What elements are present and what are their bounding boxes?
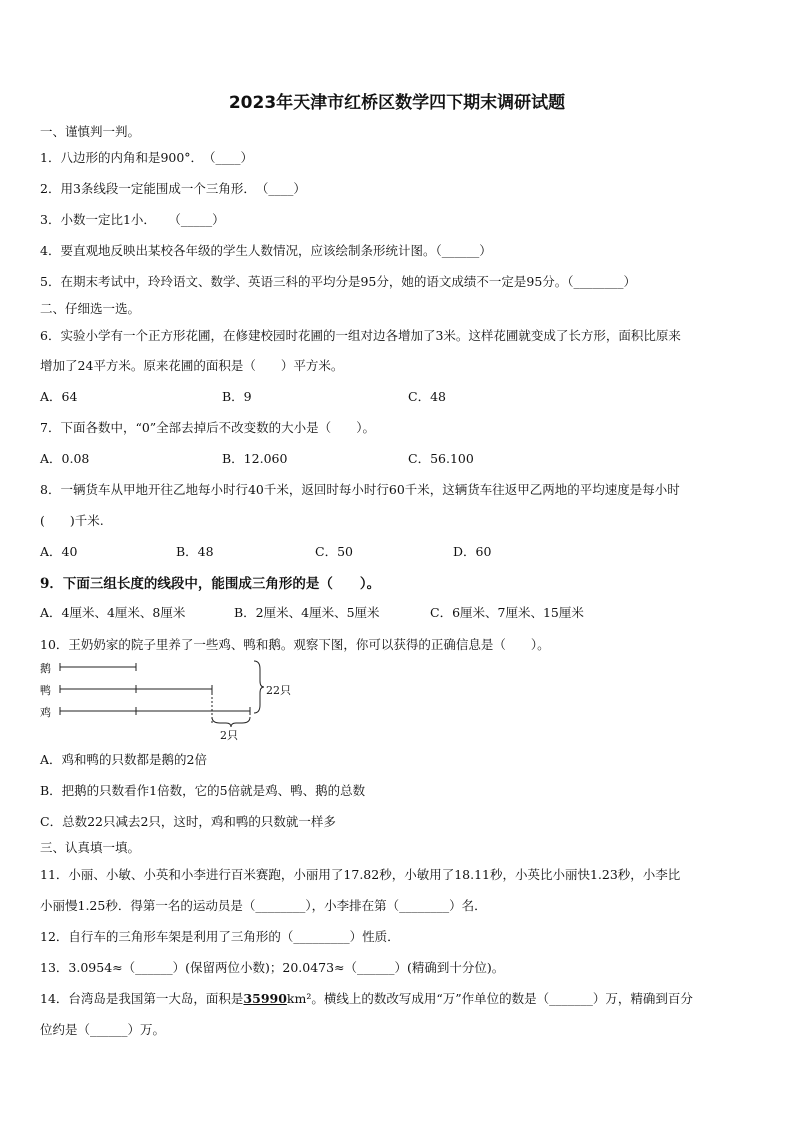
- q10-option-b: B．把鹅的只数看作1倍数，它的5倍就是鸡、鸭、鹅的总数: [40, 783, 366, 798]
- q8-option-d: D．60: [453, 544, 492, 559]
- label-total: 22只: [266, 684, 291, 697]
- question-13: 13．3.0954≈（______）(保留两位小数)；20.0473≈（______）(精确到十分位)。: [40, 960, 505, 975]
- question-6-line-1: 6．实验小学有一个正方形花圃，在修建校园时花圃的一组对边各增加了3米。这样花圃就变成了长方形，面积比原来: [40, 328, 681, 343]
- q10-option-c: C．总数22只减去2只，这时，鸡和鸭的只数就一样多: [40, 814, 336, 829]
- question-8-line-2: ( )千米.: [40, 513, 104, 528]
- section-heading-1: 一、谨慎判一判。: [40, 124, 141, 139]
- question-2: 2．用3条线段一定能围成一个三角形． （____）: [40, 181, 306, 196]
- question-11-line-1: 11．小丽、小敏、小英和小李进行百米赛跑，小丽用了17.82秒，小敏用了18.11秒，小英比小丽快1.23秒，小李比: [40, 867, 681, 882]
- question-14-line-2: 位约是（______）万。: [40, 1022, 166, 1037]
- segment-diagram-lines: [40, 655, 300, 745]
- q14-text-a: 14．台湾岛是我国第一大岛，面积是: [40, 991, 244, 1006]
- q9-option-c: C．6厘米、7厘米、15厘米: [430, 605, 584, 620]
- q6-option-c: C．48: [408, 389, 446, 404]
- question-8-line-1: 8．一辆货车从甲地开往乙地每小时行40千米，返回时每小时行60千米，这辆货车往返甲乙两地的平均速度是每小时: [40, 482, 680, 497]
- q14-area-number: 35990: [243, 991, 287, 1006]
- question-11-line-2: 小丽慢1.25秒．得第一名的运动员是（________），小李排在第（________）名．: [40, 898, 487, 913]
- q6-option-b: B．9: [222, 389, 252, 404]
- q9-option-b: B．2厘米、4厘米、5厘米: [234, 605, 380, 620]
- question-4: 4．要直观地反映出某校各年级的学生人数情况，应该绘制条形统计图。（______）: [40, 243, 492, 258]
- page-title: 2023年天津市红桥区数学四下期末调研试题: [228, 93, 566, 113]
- question-6-line-2: 增加了24平方米。原来花圃的面积是（ ）平方米。: [40, 358, 344, 373]
- q10-option-a: A．鸡和鸭的只数都是鹅的2倍: [40, 752, 207, 767]
- question-12: 12．自行车的三角形车架是利用了三角形的（_________）性质．: [40, 929, 400, 944]
- section-heading-2: 二、仔细选一选。: [40, 301, 141, 316]
- q7-option-c: C．56.100: [408, 451, 474, 466]
- label-difference: 2只: [220, 729, 238, 742]
- q14-text-b: km²。横线上的数改写成用“万”作单位的数是（_______）万，精确到百分: [286, 991, 693, 1006]
- question-9: 9．下面三组长度的线段中，能围成三角形的是（ ）。: [40, 576, 381, 592]
- question-3: 3．小数一定比1小． （_____）: [40, 212, 225, 227]
- label-goose: 鹅: [40, 662, 51, 675]
- q7-option-a: A．0.08: [40, 451, 90, 466]
- q6-option-a: A．64: [40, 389, 78, 404]
- q7-option-b: B．12.060: [222, 451, 288, 466]
- question-10: 10．王奶奶家的院子里养了一些鸡、鸭和鹅。观察下图，你可以获得的正确信息是（ ）。: [40, 637, 550, 652]
- question-1: 1．八边形的内角和是900°． （____）: [40, 150, 254, 165]
- q9-option-a: A．4厘米、4厘米、8厘米: [40, 605, 186, 620]
- question-5: 5．在期末考试中，玲玲语文、数学、英语三科的平均分是95分，她的语文成绩不一定是95分。（________）: [40, 274, 637, 289]
- q8-option-c: C．50: [315, 544, 353, 559]
- q8-option-a: A．40: [40, 544, 78, 559]
- segment-diagram: [40, 655, 300, 745]
- label-chicken: 鸡: [40, 706, 51, 719]
- question-14-line-1: [40, 989, 693, 1007]
- label-duck: 鸭: [40, 684, 51, 697]
- section-heading-3: 三、认真填一填。: [40, 840, 141, 855]
- question-7: 7．下面各数中，“0”全部去掉后不改变数的大小是（ ）。: [40, 420, 375, 435]
- q8-option-b: B．48: [176, 544, 214, 559]
